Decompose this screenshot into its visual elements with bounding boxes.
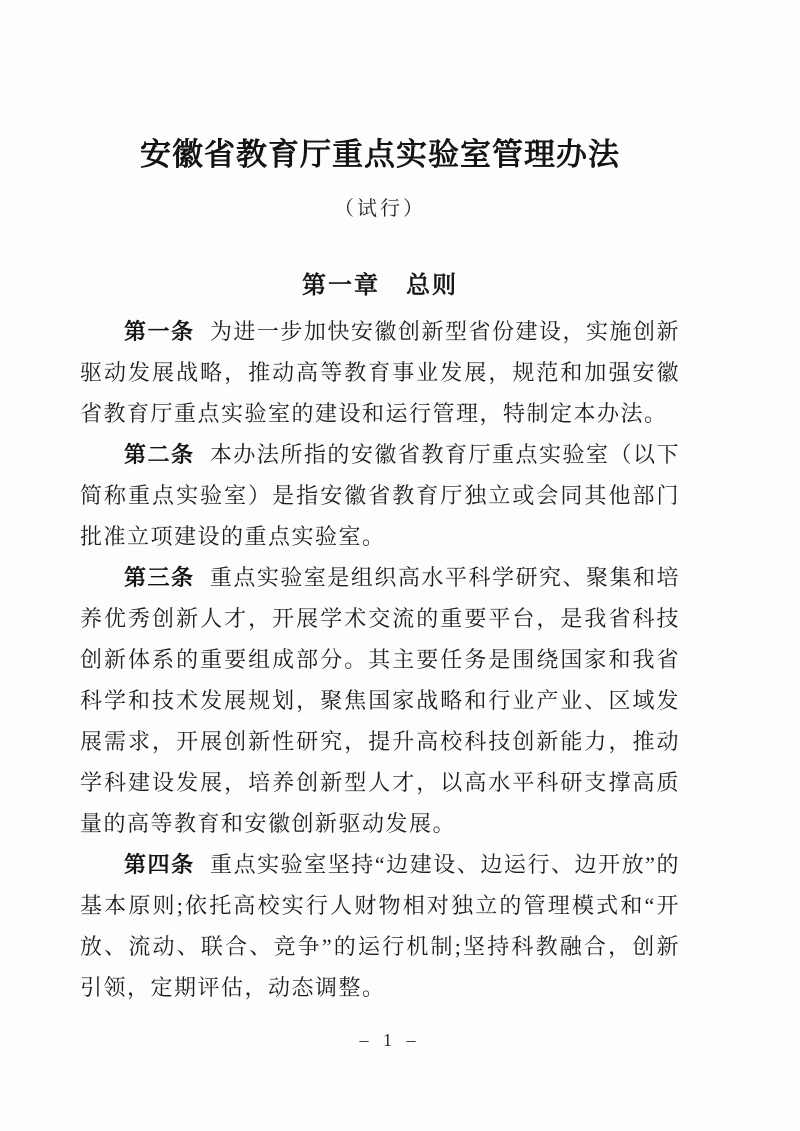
article-4-text: 重点实验室坚持“边建设、边运行、边开放”的基本原则;依托高校实行人财物相对独立的管理模式和“开放、流动、联合、竞争”的运行机制;坚持科教融合，创新引领，定期评估，动态调整。 bbox=[80, 852, 680, 1001]
paragraph-article-4 bbox=[80, 844, 680, 1008]
article-3-text: 重点实验室是组织高水平科学研究、聚集和培养优秀创新人才，开展学术交流的重要平台，是我省科技创新体系的重要组成部分。其主要任务是围绕国家和我省科学和技术发展规划，聚焦国家战略和行业产业、区域发展需求，开展创新性研究，提升高校科技创新能力，推动学科建设发展，培养创新型人才，以高水平科研支撑高质量的高等教育和安徽创新驱动发展。 bbox=[80, 565, 680, 837]
article-2-label: 第二条 bbox=[124, 442, 195, 468]
paragraph-article-3 bbox=[80, 557, 680, 844]
article-3-label: 第三条 bbox=[124, 565, 195, 591]
document-content bbox=[80, 0, 680, 1008]
document-body bbox=[80, 311, 680, 1008]
article-1-text: 为进一步加快安徽创新型省份建设，实施创新驱动发展战略，推动高等教育事业发展，规范和加强安徽省教育厅重点实验室的建设和运行管理，特制定本办法。 bbox=[80, 319, 680, 427]
document-title: 安徽省教育厅重点实验室管理办法 bbox=[140, 137, 620, 172]
article-4-label: 第四条 bbox=[124, 852, 195, 878]
article-1-label: 第一条 bbox=[124, 319, 195, 345]
paragraph-article-2 bbox=[80, 434, 680, 557]
article-2-text: 本办法所指的安徽省教育厅重点实验室（以下简称重点实验室）是指安徽省教育厅独立或会同其他部门批准立项建设的重点实验室。 bbox=[80, 442, 680, 550]
paragraph-article-1 bbox=[80, 311, 680, 434]
document-subtitle: （试行） bbox=[334, 198, 426, 221]
chapter-heading: 第一章 总则 bbox=[302, 273, 458, 300]
page-number: – 1 – bbox=[359, 1030, 421, 1050]
